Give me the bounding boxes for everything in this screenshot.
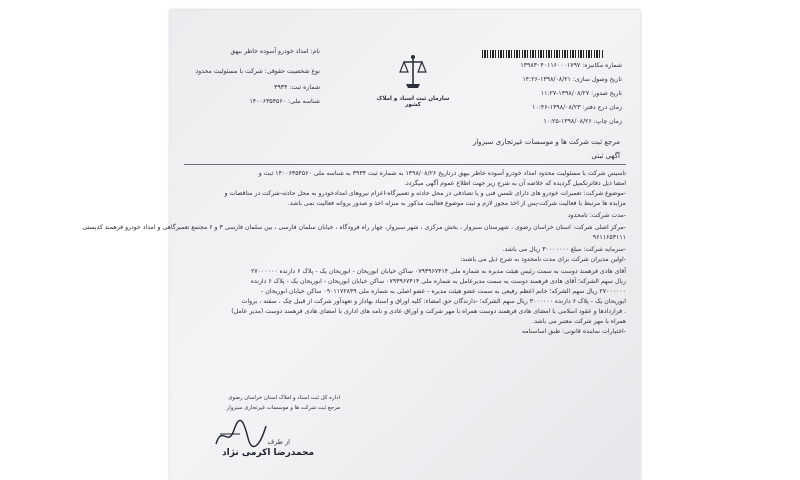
- body-line: مزایده ها مرتبط با فعالیت شرکت-پس از اخذ مجوز لازم و ثبت موضوع فعالیت مذکور به منزله اخذ و صدور پروانه فعالیت نمی باشد.: [287, 200, 626, 207]
- body-line: -مرکز اصلی شرکت: استان خراسان رضوی ، شهرستان سبزوار ، بخش مرکزی ، شهر سبزوار، چهار راه فرودگاه ، خیابان سلمان فارسی ، بین سلمان فارسی ۳ و ۶ مجتمع تعمیرگاهی و امداد خودرو فرهمند کدپستی: [82, 224, 626, 231]
- registration-number: شماره ثبت: ۳۹۳۴: [274, 84, 320, 91]
- body-line: -اولین مدیران شرکت برای مدت نامحدود به شرح ذیل می باشند:: [460, 256, 626, 263]
- document-page: [82, 10, 640, 480]
- body-line: . قراردادها و عقود اسلامی با امضای هادی فرهمند دوست همراه با مهر شرکت و اوراق عادی و نامه های اداری با امضای هادی فرهمند دوست (مدیر عامل): [231, 308, 626, 315]
- signature-mark: [210, 420, 270, 450]
- mechanized-number: شماره مکانیزه: ۱۳۹۸۳۰۴۰۱۱۶۰۰۰۱۷۹۷: [520, 62, 622, 69]
- registry-emblem-icon: [398, 54, 428, 90]
- body-line: ریال سهم الشرکه؛ آقای هادی فرهمند دوست به سمت مدیرعامل به شماره ملی ۰۷۹۳۹۶۷۴۱۴ ساکن خیابان ابوریحان - ابوریحان یک - پلاک ۶ دارنده: [250, 278, 626, 285]
- organization-name: سازمان ثبت اسناد و املاک کشور: [376, 96, 450, 108]
- body-line: ابوریحان یک - پلاک ۶ دارنده ۳۰۰۰۰۰۰ ریال سهم الشرکه؛ -دارندگان حق امضاء: کلیه اوراق و اسناد بهادار و تعهدآور شرکت از قبیل چک ، سفته ، بروات: [241, 298, 626, 305]
- national-id: شناسه ملی: ۱۴۰۰۶۳۵۴۵۶۰: [249, 98, 320, 105]
- body-line: تاسیس شرکت با مسئولیت محدود امداد خودرو آسوده خاطر بیهق درتاریخ ۱۳۹۸/۰۸/۲۶ به شماره ثبت ۳۹۳۴ به شناسه ملی ۱۴۰۰۶۳۵۴۵۶۰ ثبت و: [258, 170, 626, 177]
- barcode: [482, 50, 604, 58]
- body-line: -موضوع شرکت: تعمیرات خودرو های دارای تلمس فنی و یا تصادفی در محل حادثه و تعمیرگاه-اعزام نیروهای امدادخودرو به محل حادثه-شرکت در مناقصات و: [224, 190, 626, 197]
- body-line: -مدت شرکت: نامحدود: [567, 212, 626, 219]
- body-line: -اختیارات نماینده قانونی: طبق اساسنامه: [521, 328, 626, 335]
- body-line: -سرمایه شرکت: مبلغ ۳۰۰۰۰۰۰۰ ریال می باشد.: [502, 246, 626, 253]
- body-line: ۲۷۰۰۰۰۰۰ ریال سهم الشرکه؛ خانم اعظم رفیعی به سمت عضو هیئت مدیره - عضو اصلی به شماره ملی ۰۹۰۱۱۷۲۸۴۹ ساکن خیابان ابوریحان -: [261, 288, 626, 295]
- signature-label: از طرف: [267, 438, 290, 446]
- notice-title: آگهی ثبتی: [591, 152, 620, 160]
- company-type: نوع شخصیت حقوقی: شرکت با مسئولیت محدود: [195, 68, 320, 75]
- company-name: نام: امداد خودرو آسوده خاطر بیهق: [230, 48, 320, 55]
- signer-name: محمدرضا اکرمی نژاد: [222, 448, 315, 458]
- registry-time: زمان درج دفتر: ۱۳۹۸/۰۸/۲۳-۱۰:۴۶: [532, 104, 622, 111]
- body-line: ۹۶۱۱۶۵۳۱۱۱: [592, 234, 626, 241]
- body-line: امضا ذیل دفاترتکمیل گردیده که خلاصه آن به شرح زیر جهت اطلاع عموم آگهی میگردد.: [404, 180, 626, 187]
- body-line: همراه با مهر شرکت معتبر می باشد.: [532, 318, 626, 325]
- receipt-date: تاریخ وصول سازی: ۱۳۹۸/۰۸/۲۱-۱۴:۲۶: [522, 76, 622, 83]
- footer-authority: مرجع ثبت شرکت ها و موسسات غیرتجاری سبزوار: [226, 405, 340, 411]
- body-line: آقای هادی فرهمند دوست به سمت رئیس هیئت مدیره به شماره ملی ۰۷۹۳۹۶۷۴۱۴ ساکن خیابان ابوریحان - ابوریحان یک - پلاک ۶ دارنده ۲۷۰۰۰۰۰۰: [250, 268, 626, 275]
- print-time: زمان چاپ: ۱۳۹۸/۰۸/۲۶-۱۰:۲۵: [543, 118, 622, 125]
- footer-office: اداره کل ثبت اسناد و املاک استان خراسان رضوی: [228, 395, 340, 401]
- divider-top: [184, 164, 626, 165]
- authority-title: مرجع ثبت شرکت ها و موسسات غیرتجاری سبزوار: [472, 138, 620, 146]
- issue-date: تاریخ صدور: ۱۳۹۸/۰۸/۲۷-۱۱:۲۷: [540, 90, 622, 97]
